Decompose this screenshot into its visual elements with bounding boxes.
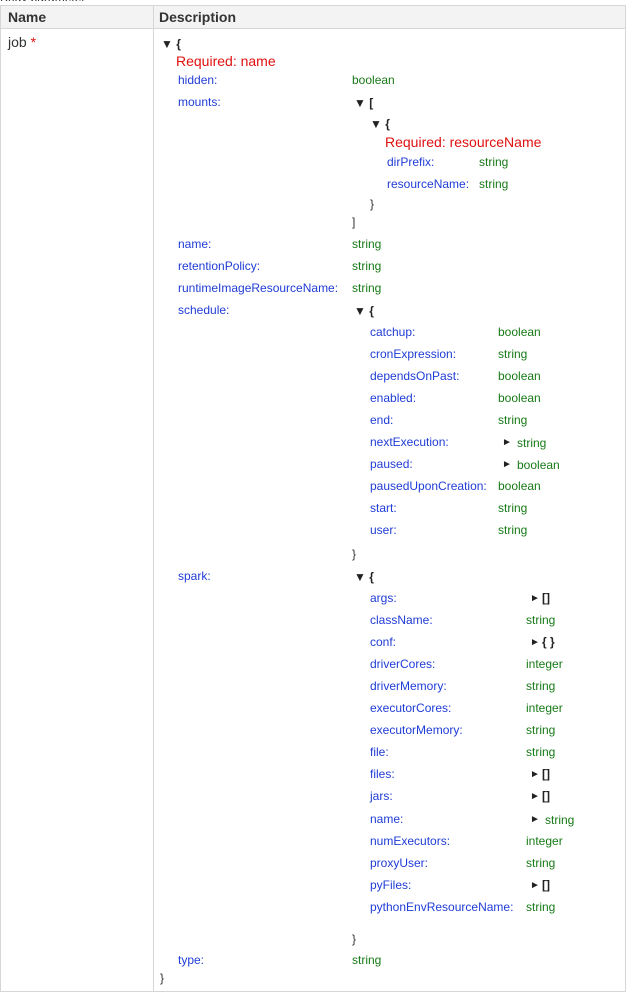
spark-key-conf: conf:	[370, 635, 397, 650]
schedule-expand-nextExecution[interactable]: ►	[502, 437, 512, 449]
spark-type-jars: []	[542, 789, 550, 804]
spark-close-brace: }	[352, 932, 357, 946]
field-key-hidden: hidden:	[178, 73, 218, 87]
spark-key-pyFiles: pyFiles:	[370, 877, 412, 892]
mounts-array-toggle[interactable]: ▼ [	[354, 96, 374, 110]
spark-type-className: string	[526, 613, 556, 628]
spark-type-file: string	[526, 745, 556, 760]
spark-key-jars: jars:	[370, 789, 393, 804]
schedule-close-brace: }	[352, 547, 357, 561]
param-name	[8, 34, 36, 50]
field-key-spark: spark:	[178, 569, 211, 583]
spark-expand-args[interactable]: ►	[530, 593, 540, 604]
schedule-key-enabled: enabled:	[370, 391, 417, 406]
spark-type-executorMemory: string	[526, 723, 556, 738]
schedule-key-catchup: catchup:	[370, 325, 416, 339]
job-required-note: Required: name	[176, 53, 276, 69]
spark-key-files: files:	[370, 767, 395, 782]
schedule-type-nextExecution: string	[517, 436, 547, 451]
spark-key-className: className:	[370, 613, 433, 628]
mounts-array-close-bracket: ]	[352, 215, 356, 229]
field-key-retentionPolicy: retentionPolicy:	[178, 259, 261, 273]
schedule-type-pausedUponCreation: boolean	[498, 479, 541, 494]
column-header-description: Description	[159, 9, 237, 25]
spark-type-pythonEnvResourceName: string	[526, 899, 556, 914]
schedule-type-start: string	[498, 501, 528, 516]
field-type-hidden: boolean	[352, 73, 395, 87]
field-type-runtimeImageResourceName: string	[352, 281, 382, 295]
spark-key-pythonEnvResourceName: pythonEnvResourceName:	[370, 899, 514, 914]
spark-key-executorCores: executorCores:	[370, 701, 452, 716]
schedule-type-paused: boolean	[517, 458, 560, 473]
field-key-resourceName: resourceName:	[387, 177, 470, 191]
schedule-key-paused: paused:	[370, 457, 413, 472]
spark-type-files: []	[542, 767, 550, 782]
param-name-label: job	[8, 34, 27, 50]
spark-expand-files[interactable]: ►	[530, 769, 540, 781]
spark-key-executorMemory: executorMemory:	[370, 723, 463, 738]
spark-type-name: string	[545, 812, 575, 827]
schedule-type-catchup: boolean	[498, 325, 541, 339]
field-type-name: string	[352, 237, 382, 251]
spark-expand-pyFiles[interactable]: ►	[530, 879, 540, 891]
table-header	[0, 5, 626, 29]
schedule-type-cronExpression: string	[498, 347, 528, 362]
mounts-item-required-note: Required: resourceName	[385, 134, 542, 150]
schedule-key-cronExpression: cronExpression:	[370, 347, 457, 362]
schedule-type-enabled: boolean	[498, 391, 541, 406]
spark-key-args: args:	[370, 591, 397, 605]
schedule-type-dependsOnPast: boolean	[498, 369, 541, 384]
field-type-resourceName: string	[479, 177, 509, 191]
spark-type-numExecutors: integer	[526, 833, 563, 848]
field-type-type: string	[352, 953, 382, 967]
field-key-mounts: mounts:	[178, 95, 221, 109]
mounts-item-toggle[interactable]: ▼ {	[370, 117, 390, 131]
schedule-object-toggle[interactable]: ▼ {	[354, 304, 374, 318]
spark-type-pyFiles: []	[542, 877, 550, 892]
required-asterisk: *	[30, 34, 37, 50]
schedule-type-end: string	[498, 413, 528, 428]
spark-type-executorCores: integer	[526, 701, 563, 716]
spark-key-file: file:	[370, 745, 389, 760]
field-key-runtimeImageResourceName: runtimeImageResourceName:	[178, 281, 339, 295]
spark-object-toggle[interactable]: ▼ {	[354, 570, 374, 584]
schedule-key-dependsOnPast: dependsOnPast:	[370, 369, 460, 384]
column-header-name: Name	[8, 9, 47, 25]
job-close-brace: }	[160, 971, 165, 985]
column-divider	[153, 5, 154, 992]
job-object-toggle[interactable]: ▼ {	[161, 37, 181, 51]
schedule-key-user: user:	[370, 523, 397, 538]
spark-key-driverMemory: driverMemory:	[370, 679, 447, 694]
spark-key-proxyUser: proxyUser:	[370, 855, 429, 870]
mounts-item-close-brace: }	[370, 197, 375, 211]
spark-key-driverCores: driverCores:	[370, 657, 436, 672]
spark-expand-name[interactable]: ►	[530, 813, 540, 825]
schedule-key-pausedUponCreation: pausedUponCreation:	[370, 479, 487, 494]
spark-type-proxyUser: string	[526, 855, 556, 870]
table-border-left	[0, 5, 1, 992]
spark-key-name: name:	[370, 811, 404, 826]
spark-type-driverCores: integer	[526, 657, 563, 672]
spark-key-numExecutors: numExecutors:	[370, 833, 451, 848]
schedule-expand-paused[interactable]: ►	[502, 459, 512, 471]
schedule-key-start: start:	[370, 501, 397, 516]
field-key-dirPrefix: dirPrefix:	[387, 155, 435, 169]
spark-expand-conf[interactable]: ►	[530, 637, 540, 649]
spark-type-driverMemory: string	[526, 679, 556, 694]
field-key-name: name:	[178, 237, 212, 251]
spark-type-args: []	[542, 591, 550, 605]
field-type-dirPrefix: string	[479, 155, 509, 169]
schedule-key-end: end:	[370, 413, 394, 428]
field-key-schedule: schedule:	[178, 303, 230, 317]
spark-expand-jars[interactable]: ►	[530, 791, 540, 803]
spark-type-conf: { }	[542, 635, 555, 650]
schedule-type-user: string	[498, 523, 528, 538]
field-type-retentionPolicy: string	[352, 259, 382, 273]
section-caption	[0, 0, 85, 1]
schedule-key-nextExecution: nextExecution:	[370, 435, 449, 450]
field-key-type: type:	[178, 953, 205, 967]
